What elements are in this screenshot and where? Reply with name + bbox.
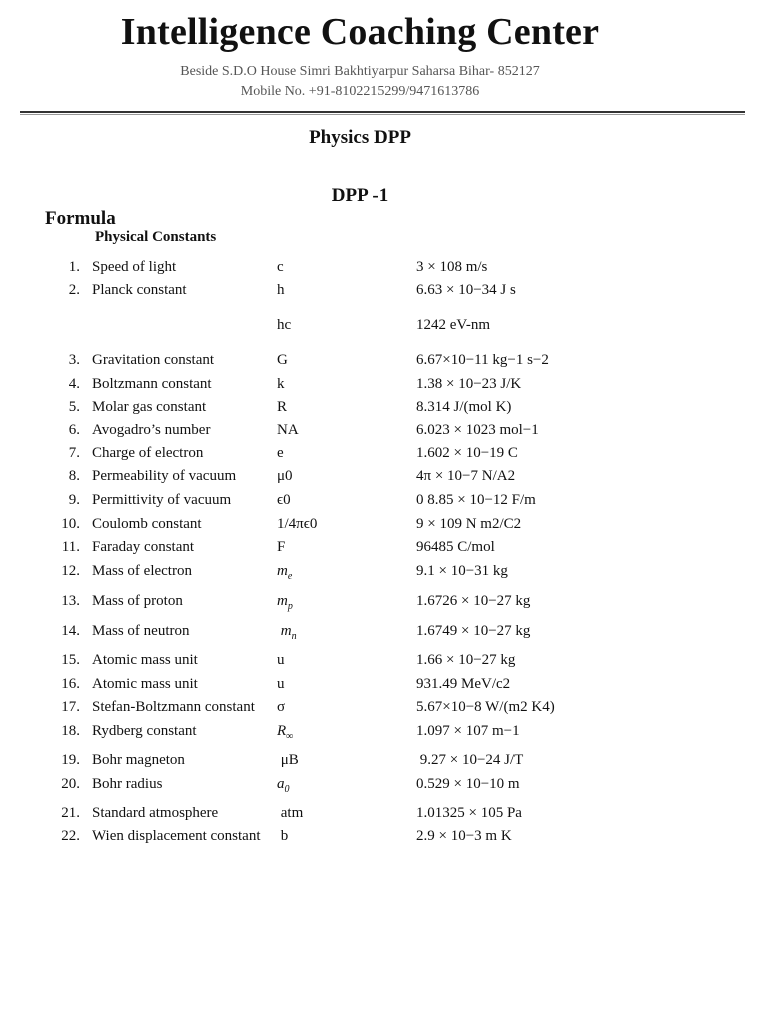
constant-value: 3 × 108 m/s xyxy=(416,259,488,275)
constant-symbol xyxy=(277,776,290,793)
constant-symbol: μ0 xyxy=(277,468,293,484)
section-heading: Formula xyxy=(45,208,116,229)
constant-symbol: G xyxy=(277,352,288,368)
constant-row xyxy=(0,317,768,339)
constant-name: Mass of proton xyxy=(92,593,183,609)
constant-name: Permeability of vacuum xyxy=(92,468,237,484)
constant-row xyxy=(0,593,768,615)
constant-symbol: hc xyxy=(277,317,292,333)
symbol-base: m xyxy=(277,593,288,609)
constant-name: Avogadro’s number xyxy=(92,422,211,438)
symbol-base: m xyxy=(277,623,292,639)
constant-row xyxy=(0,563,768,585)
constant-value: 1.602 × 10−19 C xyxy=(416,445,518,461)
constant-name: Atomic mass unit xyxy=(92,676,198,692)
constant-name: Permittivity of vacuum xyxy=(92,492,232,508)
constant-symbol xyxy=(277,723,293,740)
constant-value: 0.529 × 10−10 m xyxy=(416,776,520,792)
constant-symbol: F xyxy=(277,539,286,555)
row-number: 18. xyxy=(61,723,80,739)
symbol-subscript: p xyxy=(287,601,293,612)
constant-value: 9 × 109 N m2/C2 xyxy=(416,516,522,532)
row-number: 15. xyxy=(61,652,80,668)
constant-name: Bohr magneton xyxy=(92,752,185,768)
row-number: 17. xyxy=(61,699,80,715)
constant-value: 1.38 × 10−23 J/K xyxy=(416,376,522,392)
header-divider-thin xyxy=(20,114,745,115)
header-divider xyxy=(20,111,745,113)
constant-symbol: σ xyxy=(277,699,286,715)
constant-row xyxy=(0,539,768,561)
constant-name: Charge of electron xyxy=(92,445,204,461)
constant-row xyxy=(0,776,768,798)
row-number: 6. xyxy=(68,422,80,438)
document-title: Intelligence Coaching Center xyxy=(120,11,600,53)
row-number: 16. xyxy=(61,676,80,692)
header-address: Beside S.D.O House Simri Bakhtiyarpur Saharsa Bihar- 852127 xyxy=(180,64,540,79)
row-number: 22. xyxy=(61,828,80,844)
constant-value: 9.1 × 10−31 kg xyxy=(416,563,508,579)
constant-symbol: NA xyxy=(277,422,299,438)
symbol-subscript: n xyxy=(291,631,297,642)
constant-value: 5.67×10−8 W/(m2 K4) xyxy=(416,699,555,715)
constant-symbol: u xyxy=(277,652,285,668)
constant-row xyxy=(0,282,768,304)
constant-value: 4π × 10−7 N/A2 xyxy=(416,468,516,484)
constant-value: 0 8.85 × 10−12 F/m xyxy=(416,492,536,508)
constant-row xyxy=(0,516,768,538)
row-number: 13. xyxy=(61,593,80,609)
constant-row xyxy=(0,352,768,374)
constant-row xyxy=(0,422,768,444)
constant-value: 1242 eV-nm xyxy=(416,317,491,333)
symbol-subscript: 0 xyxy=(284,784,290,795)
constant-value: 9.27 × 10−24 J/T xyxy=(416,752,524,768)
row-number: 7. xyxy=(68,445,80,461)
row-number: 20. xyxy=(61,776,80,792)
constant-value: 6.023 × 1023 mol−1 xyxy=(416,422,539,438)
constant-row xyxy=(0,445,768,467)
header-mobile: Mobile No. +91-8102215299/9471613786 xyxy=(240,84,480,99)
constant-name: Bohr radius xyxy=(92,776,163,792)
constant-row xyxy=(0,652,768,674)
constant-name: Gravitation constant xyxy=(92,352,215,368)
constant-symbol: h xyxy=(277,282,285,298)
constant-name: Atomic mass unit xyxy=(92,652,198,668)
constant-symbol: c xyxy=(277,259,284,275)
constant-symbol: b xyxy=(277,828,289,844)
constant-value: 1.6749 × 10−27 kg xyxy=(416,623,531,639)
row-number: 2. xyxy=(68,282,80,298)
constant-row xyxy=(0,699,768,721)
constant-value: 8.314 J/(mol K) xyxy=(416,399,512,415)
row-number: 4. xyxy=(68,376,80,392)
row-number: 5. xyxy=(68,399,80,415)
constant-name: Rydberg constant xyxy=(92,723,197,739)
constant-name: Mass of neutron xyxy=(92,623,190,639)
constant-value: 96485 C/mol xyxy=(416,539,495,555)
constant-symbol: e xyxy=(277,445,284,461)
constant-row xyxy=(0,805,768,827)
constant-symbol xyxy=(277,593,293,610)
constant-row xyxy=(0,752,768,774)
constant-row xyxy=(0,723,768,745)
subject-heading: Physics DPP xyxy=(309,127,411,148)
constant-value: 1.66 × 10−27 kg xyxy=(416,652,516,668)
constant-value: 1.01325 × 105 Pa xyxy=(416,805,522,821)
row-number: 21. xyxy=(61,805,80,821)
constant-row xyxy=(0,676,768,698)
symbol-subscript: ∞ xyxy=(286,731,294,742)
constant-name: Planck constant xyxy=(92,282,187,298)
constant-row xyxy=(0,376,768,398)
constant-name: Molar gas constant xyxy=(92,399,207,415)
constant-row xyxy=(0,828,768,850)
constant-value: 6.63 × 10−34 J s xyxy=(416,282,516,298)
constant-symbol: atm xyxy=(277,805,304,821)
constant-symbol: u xyxy=(277,676,285,692)
symbol-subscript: e xyxy=(287,571,293,582)
constant-symbol xyxy=(277,563,292,580)
symbol-base: m xyxy=(277,563,288,579)
constant-name: Boltzmann constant xyxy=(92,376,212,392)
constant-row xyxy=(0,468,768,490)
row-number: 9. xyxy=(68,492,80,508)
constant-symbol: ϵ0 xyxy=(277,492,291,508)
constant-row xyxy=(0,623,768,645)
constant-name: Wien displacement constant xyxy=(92,828,261,844)
constant-symbol: R xyxy=(277,399,288,415)
row-number: 12. xyxy=(61,563,80,579)
constant-value: 2.9 × 10−3 m K xyxy=(416,828,512,844)
constant-row xyxy=(0,492,768,514)
constant-symbol: k xyxy=(277,376,285,392)
constant-name: Standard atmosphere xyxy=(92,805,219,821)
constant-name: Faraday constant xyxy=(92,539,195,555)
dpp-label: DPP -1 xyxy=(331,185,389,206)
row-number: 1. xyxy=(68,259,80,275)
constant-symbol: μB xyxy=(277,752,299,768)
constant-symbol xyxy=(277,623,297,640)
constant-value: 6.67×10−11 kg−1 s−2 xyxy=(416,352,549,368)
row-number: 19. xyxy=(61,752,80,768)
symbol-base: R xyxy=(277,723,287,739)
constant-name: Coulomb constant xyxy=(92,516,202,532)
row-number: 10. xyxy=(61,516,80,532)
constant-row xyxy=(0,259,768,281)
constant-name: Speed of light xyxy=(92,259,177,275)
constant-value: 1.097 × 107 m−1 xyxy=(416,723,520,739)
constant-name: Mass of electron xyxy=(92,563,192,579)
row-number: 14. xyxy=(61,623,80,639)
symbol-base: a xyxy=(277,776,285,792)
constant-row xyxy=(0,399,768,421)
constant-value: 1.6726 × 10−27 kg xyxy=(416,593,531,609)
subsection-heading: Physical Constants xyxy=(95,229,217,245)
row-number: 3. xyxy=(68,352,80,368)
constant-symbol: 1/4πϵ0 xyxy=(277,516,318,532)
constant-value: 931.49 MeV/c2 xyxy=(416,676,511,692)
constant-name: Stefan-Boltzmann constant xyxy=(92,699,255,715)
row-number: 8. xyxy=(68,468,80,484)
row-number: 11. xyxy=(61,539,80,555)
